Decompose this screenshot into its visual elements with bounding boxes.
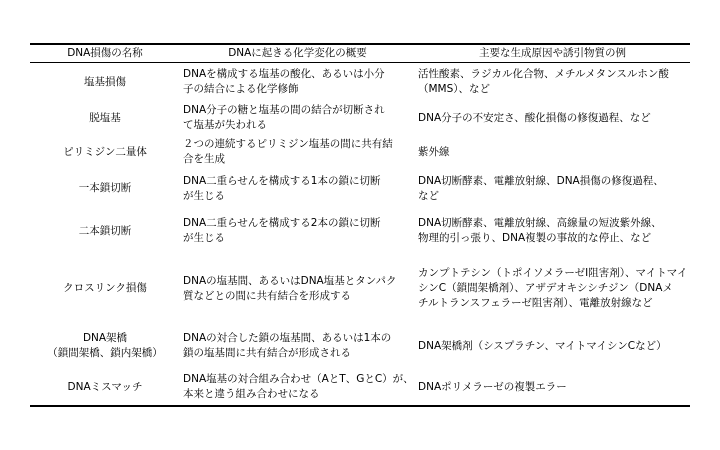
change-cell xyxy=(180,208,415,254)
cause-text: DNAポリメラーゼの複製エラー xyxy=(418,380,567,393)
damage-name: 脱塩基 xyxy=(89,111,121,124)
cause-text: DNA分子の不安定さ、酸化損傷の修復過程、など xyxy=(418,111,651,124)
cause-text: DNA切断酵素、電離放射線、DNA損傷の修復過程、 xyxy=(418,174,664,187)
header-damage-name: DNA損傷の名称 xyxy=(30,44,180,63)
change-cell xyxy=(180,169,415,208)
change-text: 子の結合による化学修飾 xyxy=(183,83,299,95)
change-text: 本来と違う組み合わせになる xyxy=(183,388,320,400)
damage-name: ピリミジン二量体 xyxy=(63,145,147,158)
change-text: DNA二重らせんを構成する1本の鎖に切断 xyxy=(183,174,381,187)
change-text: DNAを構成する塩基の酸化、あるいは小分 xyxy=(183,68,385,80)
cause-cell xyxy=(415,254,690,323)
damage-name: DNA架橋 xyxy=(82,332,128,344)
table-row xyxy=(30,135,690,169)
table-row xyxy=(30,323,690,369)
change-cell xyxy=(180,101,415,135)
change-text: て塩基が失われる xyxy=(183,119,267,131)
change-text: ２つの連続するピリミジン塩基の間に共有結 xyxy=(183,138,393,150)
change-text: が生じる xyxy=(183,232,225,244)
table-row xyxy=(30,254,690,323)
damage-name-cell xyxy=(30,323,180,369)
header-chemical-change: DNAに起きる化学変化の概要 xyxy=(180,44,415,63)
table-row xyxy=(30,369,690,406)
table-row xyxy=(30,63,690,102)
damage-name-cell xyxy=(30,254,180,323)
table-row xyxy=(30,101,690,135)
damage-name: DNAミスマッチ xyxy=(67,380,143,393)
change-text: DNA塩基の対合組み合わせ（AとT、GとC）が、 xyxy=(183,373,414,385)
table-header xyxy=(30,44,690,63)
change-cell xyxy=(180,63,415,102)
damage-name-cell xyxy=(30,169,180,208)
cause-cell xyxy=(415,169,690,208)
change-cell xyxy=(180,369,415,406)
cause-text: チルトランスフェラーゼ阻害剤）、電離放射線など xyxy=(418,297,653,309)
header-cause-examples: 主要な生成原因や誘引物質の例 xyxy=(415,44,690,63)
cause-cell xyxy=(415,369,690,406)
cause-cell xyxy=(415,323,690,369)
damage-name-cell xyxy=(30,101,180,135)
damage-name: 一本鎖切断 xyxy=(78,182,132,194)
damage-name-cell xyxy=(30,369,180,406)
change-cell xyxy=(180,135,415,169)
change-text: DNAの塩基間、あるいはDNA塩基とタンパク xyxy=(183,274,397,287)
damage-name-cell xyxy=(30,135,180,169)
header-row xyxy=(30,44,690,63)
damage-name-subtitle: （鎖間架橋、鎖内架橋） xyxy=(47,347,163,359)
cause-text: （MMS）、など xyxy=(418,83,491,95)
cause-cell xyxy=(415,135,690,169)
cause-cell xyxy=(415,101,690,135)
table-body xyxy=(30,63,690,407)
change-cell xyxy=(180,323,415,369)
cause-cell xyxy=(415,208,690,254)
cause-text: 活性酸素、ラジカル化合物、メチルメタンスルホン酸 xyxy=(418,68,669,80)
change-text: が生じる xyxy=(183,189,225,202)
change-cell xyxy=(180,254,415,323)
change-text: 鎖の塩基間に共有結合が形成される xyxy=(183,347,351,359)
damage-name-cell xyxy=(30,63,180,102)
cause-text: カンプトテシン（トポイソメラーゼI阻害剤）、マイトマイ xyxy=(418,267,688,279)
damage-name: 二本鎖切断 xyxy=(78,224,132,237)
cause-text: DNA架橋剤（シスプラチン、マイトマイシンCなど） xyxy=(418,339,667,352)
change-text: 合を生成 xyxy=(183,153,225,165)
cause-text: DNA切断酵素、電離放射線、高線量の短波紫外線、 xyxy=(418,217,662,229)
table-row xyxy=(30,169,690,208)
cause-text: シンC（鎖間架橋剤）、アザデオキシシチジン（DNAメ xyxy=(418,282,673,294)
cause-text: など xyxy=(418,189,439,202)
damage-name-cell xyxy=(30,208,180,254)
change-text: DNA二重らせんを構成する2本の鎖に切断 xyxy=(183,217,381,229)
change-text: DNA分子の糖と塩基の間の結合が切断され xyxy=(183,104,385,116)
cause-text: 物理的引っ張り、DNA複製の事故的な停止、など xyxy=(418,232,652,244)
table-row xyxy=(30,208,690,254)
damage-name: クロスリンク損傷 xyxy=(63,282,147,294)
cause-text: 紫外線 xyxy=(418,145,450,158)
change-text: 質などとの間に共有結合を形成する xyxy=(183,289,351,302)
dna-damage-table xyxy=(30,43,690,407)
change-text: DNAの対合した鎖の塩基間、あるいは1本の xyxy=(183,332,392,344)
cause-cell xyxy=(415,63,690,102)
damage-name: 塩基損傷 xyxy=(84,75,126,88)
